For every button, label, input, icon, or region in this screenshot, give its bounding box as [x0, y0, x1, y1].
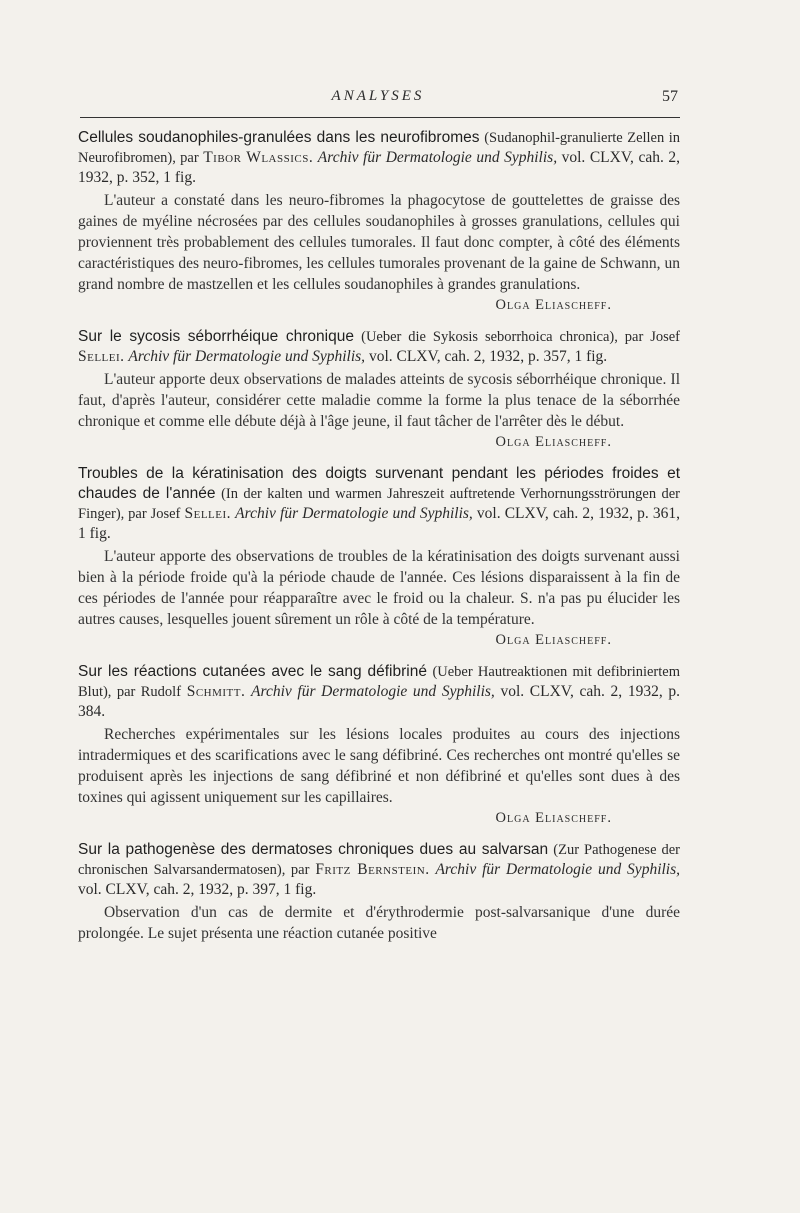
- page-number: 57: [662, 88, 678, 105]
- original-title: (Zur Pathogenese der chronischen Salvarsandermatosen), par: [78, 842, 681, 878]
- article-title: Sur la pathogenèse des dermatoses chroniques dues au salvarsan: [78, 841, 549, 858]
- article-headline: [78, 327, 680, 367]
- running-title: ANALYSES: [331, 88, 425, 104]
- article-title: Cellules soudanophiles-granulées dans les neurofibromes: [78, 129, 480, 146]
- journal-reference: vol. CLXV, cah. 2, 1932, p. 361, 1 fig.: [78, 505, 681, 542]
- article-authors: Sellei.: [78, 348, 125, 365]
- reviewer-signature: Olga Eliascheff.: [495, 434, 612, 450]
- article-headline: [78, 128, 680, 188]
- article-list: [78, 128, 680, 956]
- article-headline: [78, 840, 680, 900]
- original-title: (Ueber Hautreaktionen mit defibriniertem Blut), par Rudolf: [78, 664, 681, 700]
- article-4: [78, 662, 680, 828]
- original-title: (In der kalten und warmen Jahreszeit auftretende Verhornungsströrungen der Finger), par Josef: [78, 486, 680, 522]
- journal-name: Archiv für Dermatologie und Syphilis,: [128, 348, 366, 365]
- reviewer-signature: Olga Eliascheff.: [495, 297, 612, 313]
- header-rule: [80, 117, 680, 118]
- article-headline: [78, 464, 680, 544]
- journal-reference: vol. CLXV, cah. 2, 1932, p. 352, 1 fig.: [78, 149, 681, 186]
- original-title: (Ueber die Sykosis seborrhoica chronica), par Josef: [361, 329, 681, 345]
- article-1: [78, 128, 680, 315]
- article-3: [78, 464, 680, 650]
- article-title: Sur le sycosis séborrhéique chronique: [78, 328, 354, 345]
- article-authors: Tibor Wlassics.: [203, 149, 314, 166]
- article-authors: Fritz Bernstein.: [315, 861, 430, 878]
- journal-reference: vol. CLXV, cah. 2, 1932, p. 357, 1 fig.: [368, 348, 608, 365]
- running-header: [78, 88, 678, 112]
- article-body: L'auteur apporte des observations de troubles de la kératinisation des doigts survenant aussi bien à la période froide qu'à la période chaude de l'année. Ces lésions disparaissent à la fin de ces périodes de l'année pour réapparaître avec le froid ou la chaleur. S. n'a pas pu élucider les autres causes, lesquelles jouent sûrement un rôle à côté de la température.: [78, 548, 680, 628]
- article-title: Troubles de la kératinisation des doigts survenant pendant les périodes froides et chaudes de l'année: [78, 465, 680, 502]
- article-title: Sur les réactions cutanées avec le sang défibriné: [78, 663, 427, 680]
- original-title: (Sudanophil-granulierte Zellen in Neurofibromen), par: [78, 130, 680, 166]
- journal-name: Archiv für Dermatologie und Syphilis,: [251, 683, 495, 700]
- article-body: Observation d'un cas de dermite et d'érythrodermie post-salvarsanique d'une durée prolongée. Le sujet présenta une réaction cutanée positive: [78, 904, 680, 942]
- article-authors: Sellei.: [184, 505, 232, 522]
- journal-name: Archiv für Dermatologie und Syphilis,: [435, 861, 681, 878]
- article-authors: Schmitt.: [186, 683, 246, 700]
- journal-name: Archiv für Dermatologie und Syphilis,: [317, 149, 558, 166]
- journal-reference: vol. CLXV, cah. 2, 1932, p. 384.: [78, 683, 680, 720]
- reviewer-signature: Olga Eliascheff.: [495, 810, 612, 826]
- article-2: [78, 327, 680, 452]
- article-5: [78, 840, 680, 944]
- article-body: L'auteur apporte deux observations de malades atteints de sycosis séborrhéique chronique. Il faut, d'après l'auteur, considérer cette maladie comme la forme la plus tenace de la séborrhée chronique et comme elle débute déjà à l'âge jeune, il faut tâcher de l'arrêter dès le début.: [78, 371, 680, 430]
- article-body: L'auteur a constaté dans les neuro-fibromes la phagocytose de gouttelettes de graisse des gaines de myéline nécrosées par des cellules soudanophiles à grosses granulations, cellules qui proviennent très probablement des cellules tumorales. Il faut donc compter, à côté des éléments caractéristiques des neuro-fibromes, les cellules tumorales provenant de la gaine de Schwann, un grand nombre de mastzellen et les cellules soudanophiles à grandes granulations.: [78, 192, 680, 293]
- article-headline: [78, 662, 680, 722]
- journal-reference: vol. CLXV, cah. 2, 1932, p. 397, 1 fig.: [78, 881, 317, 898]
- journal-name: Archiv für Dermatologie und Syphilis,: [235, 505, 473, 522]
- article-body: Recherches expérimentales sur les lésions locales produites au cours des injections intradermiques et des scarifications avec le sang défibriné. Ces recherches ont montré qu'elles se produisent après les injections de sang défibriné et non défibriné et qu'elles sont dues à des toxines qui agissent uniquement sur les capillaires.: [78, 726, 680, 806]
- reviewer-signature: Olga Eliascheff.: [495, 632, 612, 648]
